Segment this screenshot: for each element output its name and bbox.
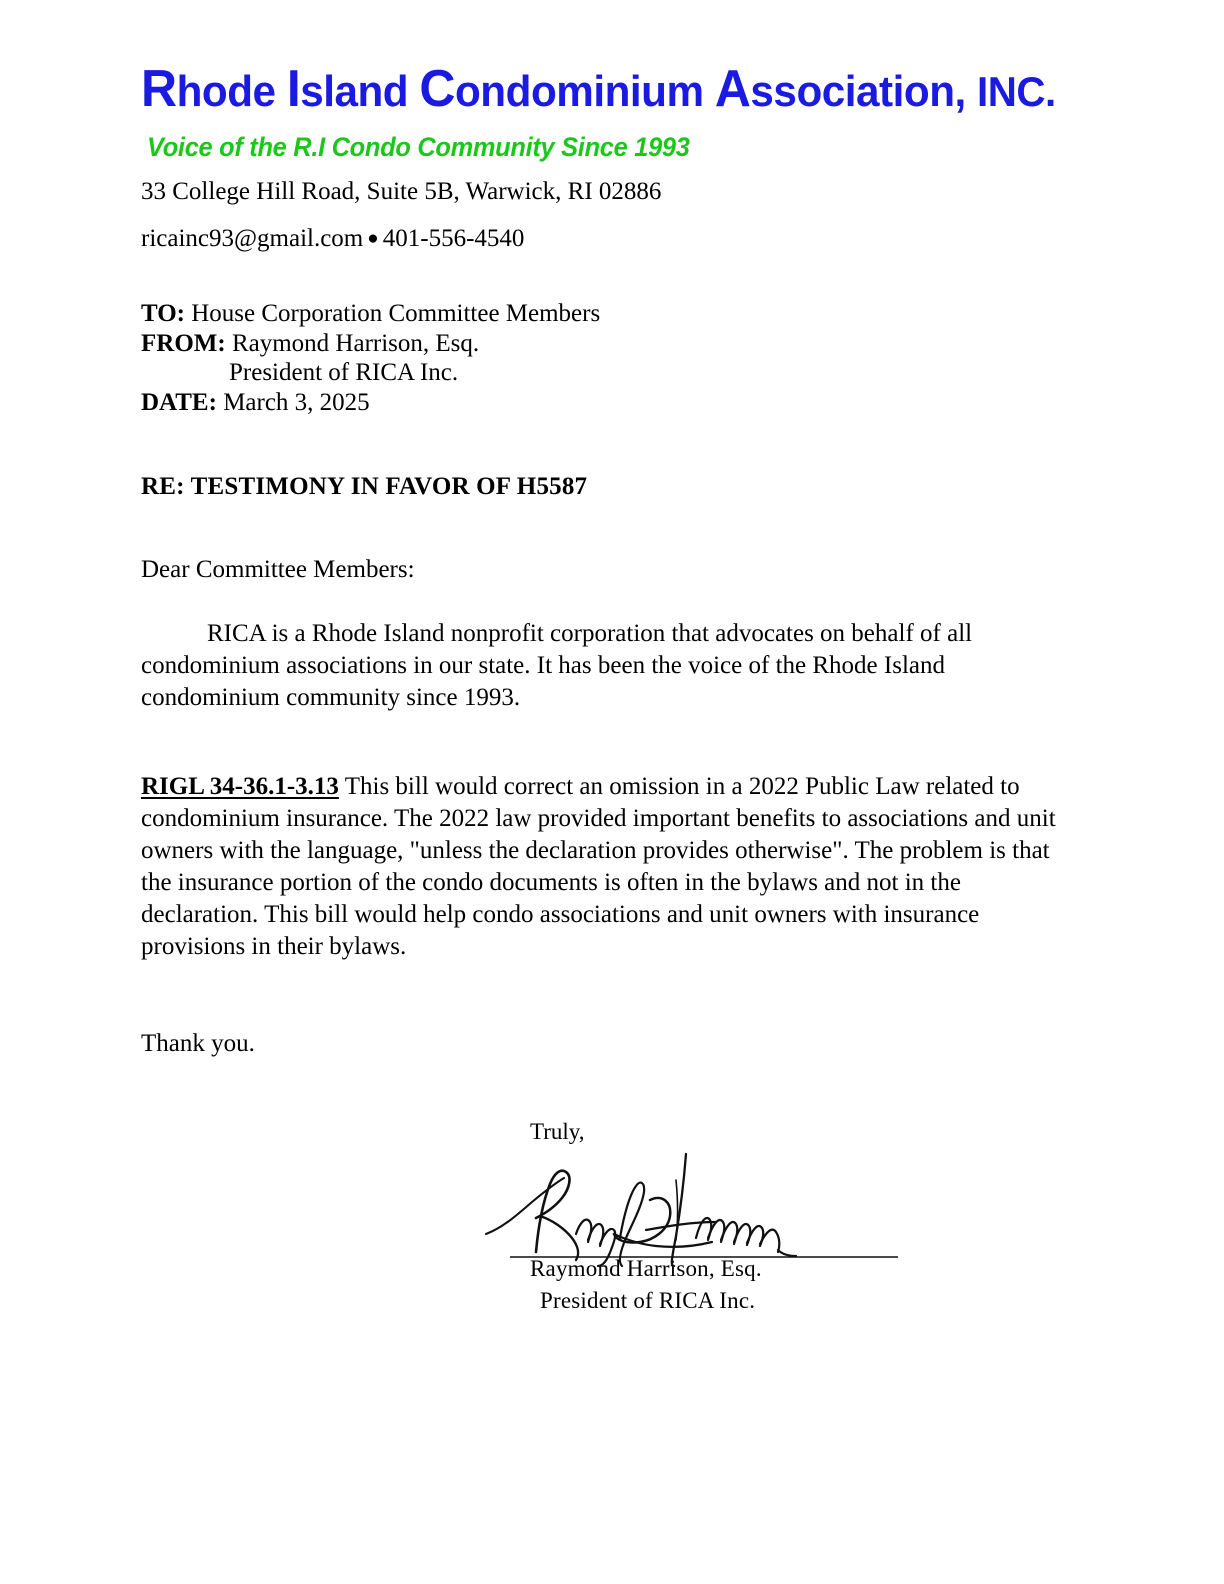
- bullet-separator-icon: ●: [367, 228, 379, 249]
- letterhead: [141, 60, 1101, 257]
- memo-label-date: DATE:: [141, 388, 217, 416]
- memo-label-to: TO:: [141, 300, 185, 327]
- paragraph-rigl-text: This bill would correct an omission in a 2022 Public Law related to condominium insurance. The 2022 law provided important benefits to associations and unit owners with the language, "unless the declaration provides otherwise". The problem is that the insurance portion of the condo documents is often in the bylaws and not in the declaration. This bill would help condo associations and unit owners with insurance provisions in their bylaws.: [141, 773, 1056, 960]
- org-title-rest-rhode: hode: [176, 67, 287, 116]
- memo-value-date: March 3, 2025: [223, 388, 370, 416]
- memo-row-from: [141, 329, 1101, 359]
- thank-you-line: Thank you.: [141, 1030, 255, 1057]
- address-line: 33 College Hill Road, Suite 5B, Warwick, RI 02886: [141, 178, 662, 205]
- signature-name: Raymond Harrison, Esq.: [530, 1256, 762, 1281]
- org-title-rest-association: ssociation,: [750, 67, 978, 116]
- contact-line: [141, 220, 1101, 257]
- org-title-cap-i: I: [286, 60, 301, 118]
- org-title-rest-island: sland: [300, 67, 420, 116]
- org-title-suffix-inc: INC.: [977, 68, 1056, 115]
- memo-value-from: Raymond Harrison, Esq.: [231, 329, 480, 357]
- email-address: ricainc93@gmail.com: [141, 225, 364, 252]
- signature-role: President of RICA Inc.: [540, 1288, 756, 1313]
- phone-number: 401-556-4540: [382, 225, 525, 252]
- memo-row-date: [141, 388, 1101, 418]
- org-title-rest-condominium: ondominium: [454, 67, 715, 116]
- organization-tagline: Voice of the R.I Condo Community Since 1993: [147, 132, 690, 162]
- subject-re-line: RE: TESTIMONY IN FAVOR OF H5587: [141, 473, 588, 500]
- rigl-citation: RIGL 34-36.1-3.13: [141, 773, 339, 800]
- org-title-cap-c: C: [419, 60, 455, 118]
- handwritten-signature: [480, 1146, 1020, 1254]
- paragraph-intro: RICA is a Rhode Island nonprofit corporation that advocates on behalf of all condominium associations in our state. It has been the voice of the Rhode Island condominium community since 1993.: [141, 620, 973, 711]
- memo-header-block: [141, 299, 1101, 417]
- signature-block: [500, 1118, 1020, 1316]
- org-title-cap-a: A: [714, 60, 751, 118]
- signature-closing: Truly,: [530, 1119, 585, 1144]
- memo-value-from-title: President of RICA Inc.: [229, 359, 459, 386]
- org-title-cap-r: R: [141, 60, 177, 118]
- paragraph-rigl: [141, 771, 1061, 963]
- salutation: Dear Committee Members:: [141, 556, 415, 583]
- memo-row-from-title: [141, 358, 1101, 388]
- organization-title: [141, 60, 1063, 118]
- memo-row-to: [141, 299, 1101, 329]
- memo-value-to: House Corporation Committee Members: [191, 300, 601, 327]
- memo-label-from: FROM:: [141, 329, 226, 357]
